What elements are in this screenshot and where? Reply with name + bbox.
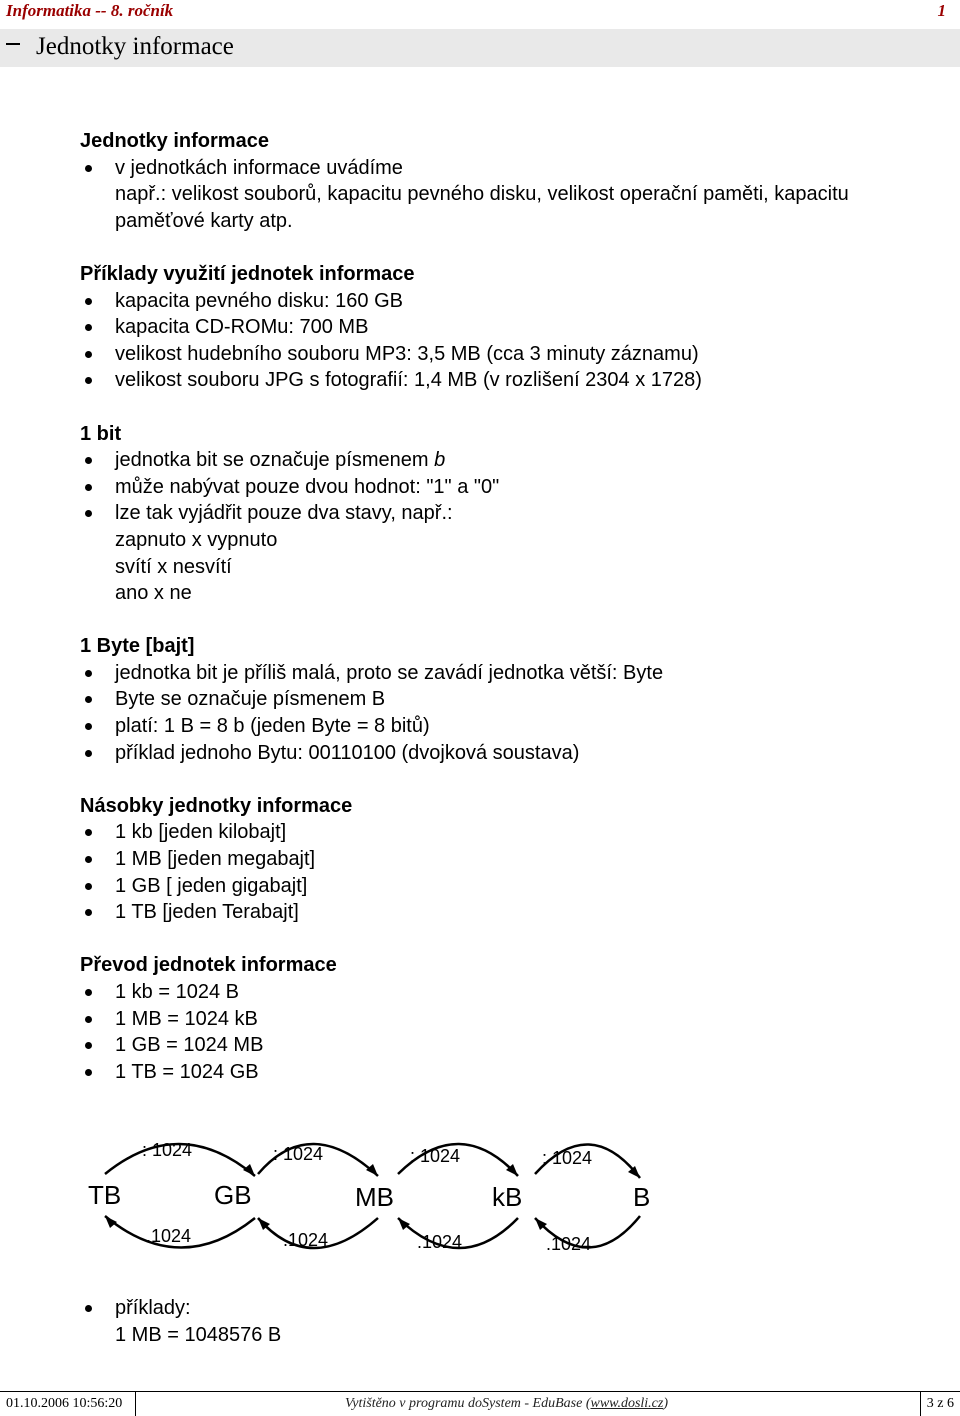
arrow-head [243,1164,255,1176]
bullet-icon [85,484,92,491]
unit-label: kB [492,1182,523,1212]
list-item: v jednotkách informace uvádíme [80,155,950,182]
bullet-icon [85,1016,92,1023]
bullet-icon [85,723,92,730]
list-item: velikost hudebního souboru MP3: 3,5 MB (cca 3 minuty záznamu) [80,341,950,368]
list-item: 1 TB = 1024 GB [80,1059,950,1086]
bullet-list [80,1295,950,1322]
page-footer [0,1391,960,1416]
bullet-list [80,288,950,394]
bullet-list [80,447,950,527]
footer-link[interactable]: www.dosli.cz [590,1396,664,1411]
bullet-icon [85,457,92,464]
continuation-line: svítí x nesvítí [115,555,232,578]
arrow-head [105,1216,117,1228]
list-item: příklad jednoho Bytu: 00110100 (dvojková soustava) [80,740,950,767]
continuation-line: 1 MB = 1048576 B [115,1323,282,1346]
header-page-number: 1 [937,1,946,20]
conversion-diagram-svg [80,1118,680,1268]
list-item: kapacita pevného disku: 160 GB [80,288,950,315]
bullet-icon [85,1042,92,1049]
bottom-multiply-label: .1024 [546,1234,592,1254]
top-divide-label: : 1024 [542,1148,593,1168]
bullet-icon [85,324,92,331]
bullet-icon [85,1069,92,1076]
footer-timestamp: 01.10.2006 10:56:20 [6,1396,123,1411]
bullet-icon [85,670,92,677]
top-divide-label: : 1024 [410,1146,461,1166]
list-item: Byte se označuje písmenem B [80,686,950,713]
list-item: 1 MB = 1024 kB [80,1006,950,1033]
top-divide-label: : 1024 [142,1140,193,1160]
list-item: kapacita CD-ROMu: 700 MB [80,314,950,341]
unit-label: GB [214,1180,252,1210]
title-bar [0,29,960,67]
list-item: lze tak vyjádřit pouze dva stavy, např.: [80,500,950,527]
continuation-line: ano x ne [115,582,192,605]
bullet-list [80,979,950,1085]
bullet-list [80,155,950,182]
unit-label: TB [88,1180,122,1210]
unit-label: B [633,1182,651,1212]
list-item: jednotka bit se označuje písmenem b [80,447,950,474]
list-item: jednotka bit je příliš malá, proto se zavádí jednotka větší: Byte [80,660,950,687]
top-divide-label: : 1024 [273,1144,324,1164]
document-content [80,128,950,1085]
page-header [0,0,960,24]
bullet-list [80,660,950,766]
bullet-icon [85,1305,92,1312]
list-item: 1 GB = 1024 MB [80,1032,950,1059]
unit-label: MB [355,1182,394,1212]
section-title: Převod jednotek informace [80,954,337,977]
page-title: Jednotky informace [36,33,234,60]
dash-icon [6,43,20,45]
bullet-icon [85,989,92,996]
conversion-diagram [80,1118,680,1273]
bullet-icon [85,829,92,836]
footer-printed-by: Vytištěno v programu doSystem - EduBase (www.dosli.cz) [345,1396,669,1411]
bottom-multiply-label: .1024 [417,1232,463,1252]
bullet-icon [85,909,92,916]
continuation-line: paměťové karty atp. [115,209,293,232]
list-item: 1 TB [jeden Terabajt] [80,899,950,926]
list-item: 1 MB [jeden megabajt] [80,846,950,873]
list-item: příklady: [80,1295,950,1322]
section-title: Násobky jednotky informace [80,794,353,817]
bullet-icon [85,351,92,358]
bullet-list [80,819,950,925]
bottom-multiply-label: .1024 [146,1226,192,1246]
list-item: velikost souboru JPG s fotografií: 1,4 MB (v rozlišení 2304 x 1728) [80,367,950,394]
continuation-line: např.: velikost souborů, kapacitu pevného disku, velikost operační paměti, kapacitu [115,183,849,206]
section-title: Jednotky informace [80,130,269,152]
examples-block [80,1295,950,1348]
continuation-line: zapnuto x vypnuto [115,528,278,551]
bullet-icon [85,696,92,703]
bullet-icon [85,165,92,172]
header-course: Informatika -- 8. ročník [6,1,174,20]
list-item: může nabývat pouze dvou hodnot: "1" a "0" [80,474,950,501]
list-item: 1 kb [jeden kilobajt] [80,819,950,846]
list-item: 1 kb = 1024 B [80,979,950,1006]
bullet-icon [85,298,92,305]
bullet-icon [85,750,92,757]
section-title: 1 bit [80,422,122,445]
bullet-icon [85,856,92,863]
section-title: 1 Byte [bajt] [80,635,195,658]
bullet-icon [85,883,92,890]
list-item: platí: 1 B = 8 b (jeden Byte = 8 bitů) [80,713,950,740]
section-title: Příklady využití jednotek informace [80,262,415,285]
bullet-icon [85,510,92,517]
footer-page-count: 3 z 6 [926,1396,954,1411]
list-item: 1 GB [ jeden gigabajt] [80,873,950,900]
bullet-icon [85,377,92,384]
bottom-multiply-label: .1024 [283,1230,329,1250]
